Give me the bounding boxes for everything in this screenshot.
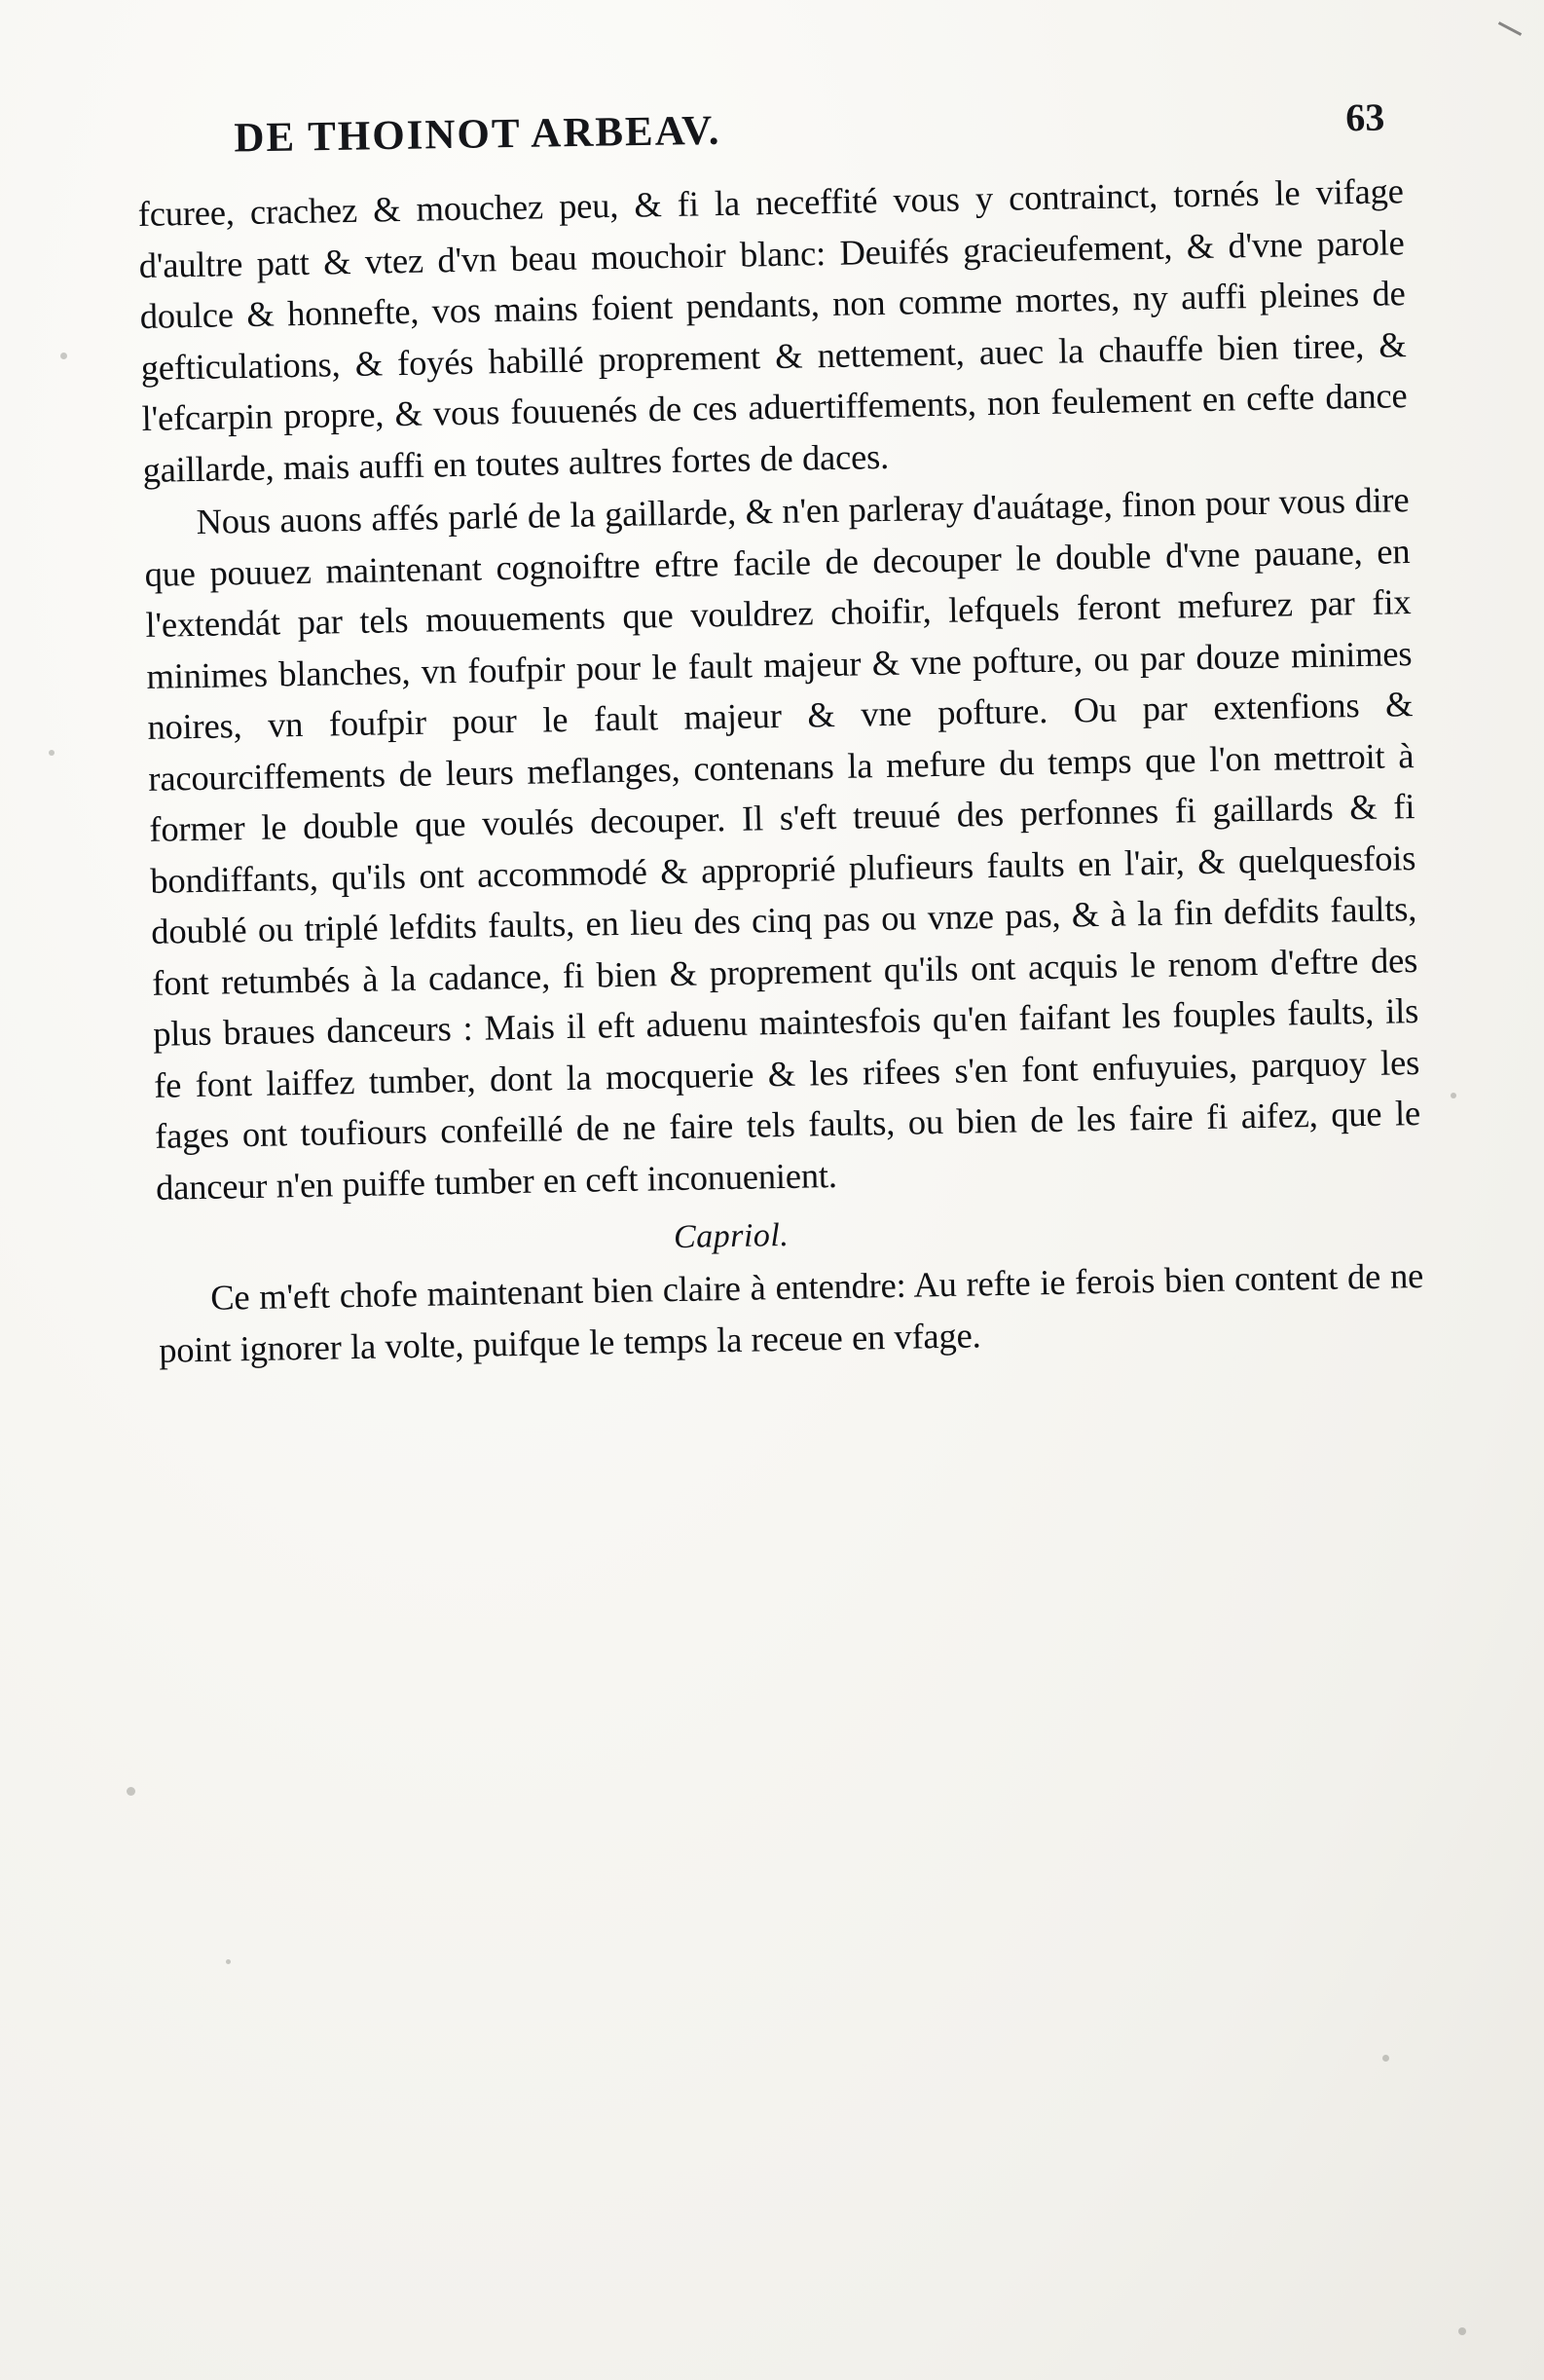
scan-edge-mark <box>1498 21 1522 36</box>
paragraph: Ce m'eft chofe maintenant bien claire à entendre: Au refte ie ferois bien content de ne point ignorer la volte, puifque le temps la receue en vfage. <box>158 1254 1424 1370</box>
scan-speck <box>1451 1093 1456 1098</box>
scan-speck <box>60 353 67 359</box>
text-block <box>136 93 1424 1376</box>
speaker-name: Capriol. <box>673 1216 790 1256</box>
scan-speck <box>1382 2055 1389 2062</box>
paragraph: fcuree, crachez & mouchez peu, & fi la neceffité vous y contrainct, tornés le vifage d'aultre patt & vtez d'vn beau mouchoir blanc: Deuifés gracieufement, & d'vne parole doulce & honnefte, vos mains foient pendants, non comme mortes, ny auffi pleines de gefticulations, & foyés habillé proprement & nettement, auec la chauffe bien tiree, & l'efcarpin propre, & vous fouuenés de ces aduertiffements, non feulement en cefte dance gaillarde, mais auffi en toutes aultres fortes de daces. <box>137 170 1408 490</box>
page-number: 63 <box>1344 94 1385 140</box>
scan-speck <box>127 1787 135 1796</box>
scan-speck <box>49 750 55 756</box>
scan-speck <box>1458 2327 1466 2335</box>
scan-speck <box>226 1959 231 1964</box>
body-text <box>137 166 1421 1213</box>
paragraph: Nous auons affés parlé de la gaillarde, & n'en parleray d'auátage, finon pour vous dire que pouuez maintenant cognoiftre eftre facile de decouper le double d'vne pauane, en l'extendát par tels mouuements que vouldrez choifir, lefquels feront mefurez par fix minimes blanches, vn foufpir pour le fault majeur & vne pofture, ou par douze minimes noires, vn foufpir pour le fault majeur & vne pofture. Ou par extenfions & racourciffements de leurs meflanges, contenans la mefure du temps que l'on mettroit à former le double que voulés decouper. Il s'eft treuué des perfonnes fi gaillards & fi bondiffants, qu'ils ont accommodé & approprié plufieurs faults en l'air, & quelquesfois doublé ou triplé lefdits faults, en lieu des cinq pas ou vnze pas, & à la fin defdits faults, font retumbés à la cadance, fi bien & proprement qu'ils ont acquis le renom d'eftre des plus braues danceurs : Mais il eft aduenu maintesfois qu'en faifant les fouples faults, ils fe font laiffez tumber, dont la mocquerie & les rifees s'en font enfuyuies, parquoy les fages ont toufiours confeillé de ne faire tels faults, ou bien de les faire fi aifez, que le danceur n'en puiffe tumber en ceft inconuenient. <box>144 479 1421 1208</box>
speech-text <box>158 1250 1425 1376</box>
running-title: DE THOINOT ARBEAV. <box>234 107 721 162</box>
